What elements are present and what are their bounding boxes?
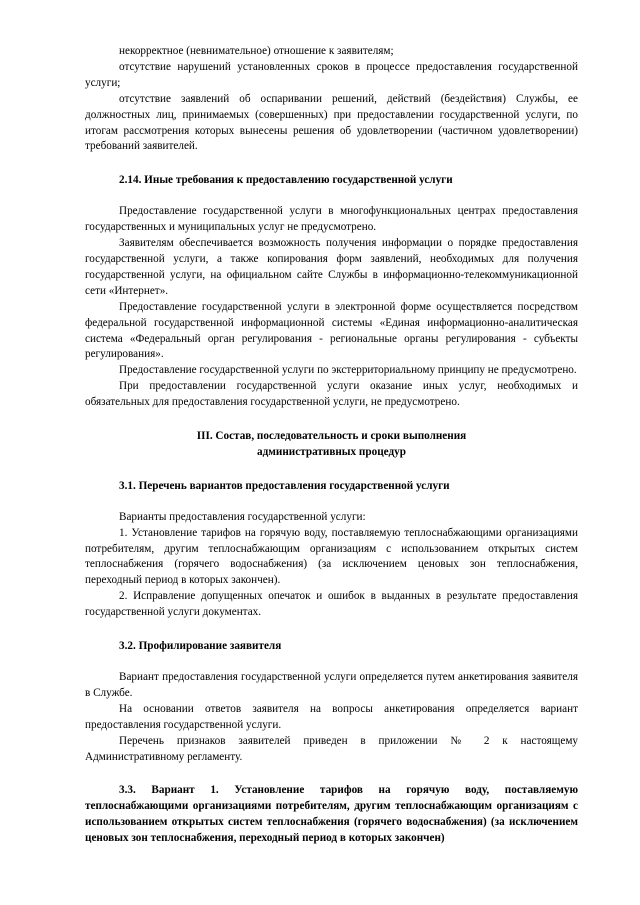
spacer	[85, 189, 578, 204]
paragraph: 2. Исправление допущенных опечаток и ошибок в выданных в результате предоставления государственной услуги документах.	[85, 590, 578, 619]
spacer	[85, 411, 578, 429]
paragraph: Варианты предоставления государственной услуги:	[119, 510, 366, 523]
section-heading-iii-line2: административных процедур	[257, 445, 406, 458]
section-heading-2-14: 2.14. Иные требования к предоставлению государственной услуги	[119, 174, 453, 187]
paragraph: Вариант предоставления государственной услуги определяется путем анкетирования заявителя в Службе.	[85, 671, 578, 699]
paragraph: Предоставление государственной услуги по экстерриториальному принципу не предусмотрено.	[119, 364, 577, 377]
paragraph: некорректное (невнимательное) отношение к заявителям;	[119, 45, 394, 57]
paragraph: Предоставление государственной услуги в электронной форме осуществляется посредством федеральной государственной информационной системы «Единая информационно-аналитическая система «Федеральный орган регулирования - региональные органы регулирования - субъекты регулирования».	[85, 300, 578, 361]
section-heading-3-1: 3.1. Перечень вариантов предоставления государственной услуги	[119, 479, 450, 492]
paragraph: На основании ответов заявителя на вопросы анкетирования определяется вариант предоставления государственной услуги.	[85, 702, 578, 731]
section-heading-3-2: 3.2. Профилирование заявителя	[119, 640, 282, 653]
section-heading-iii-line1: III. Состав, последовательность и сроки выполнения	[196, 430, 467, 443]
paragraph: отсутствие нарушений установленных сроков в процессе предоставления государственной услуги;	[85, 60, 578, 89]
spacer	[85, 655, 578, 670]
paragraph: отсутствие заявлений об оспаривании решений, действий (бездействия) Службы, ее должностных лиц, принимаемых (совершенных) при предоставлении государственной услуги, по итогам рассмотрения которых вынесены решения об удовлетворении (частичном удовлетворении) требований заявителей.	[85, 92, 578, 153]
spacer	[85, 155, 578, 173]
paragraph: 1. Установление тарифов на горячую воду, поставляемую теплоснабжающими организациями потребителям, другим теплоснабжающим организациям с использованием открытых систем теплоснабжения (горячего водоснабжения) (за исключением ценовых зон теплоснабжения, переходный период в которых закончен).	[85, 526, 578, 587]
paragraph: При предоставлении государственной услуги оказание иных услуг, необходимых и обязательных для предоставления государственной услуги, не предусмотрено.	[85, 380, 578, 409]
spacer	[85, 765, 578, 783]
paragraph: Заявителям обеспечивается возможность получения информации о порядке предоставления государственной услуги, а также копирования форм заявлений, необходимых для получения государственной услуги, на официальном сайте Службы в информационно-телекоммуникационной сети «Интернет».	[85, 237, 578, 297]
spacer	[85, 495, 578, 510]
spacer	[85, 621, 578, 639]
paragraph: Перечень признаков заявителей приведен в приложении № 2 к настоящему Административному регламенту.	[85, 734, 578, 763]
section-heading-3-3: 3.3. Вариант 1. Установление тарифов на горячую воду, поставляемую теплоснабжающими организациями потребителям, другим теплоснабжающим организациям с использованием открытых систем теплоснабжения (горячего водоснабжения) (за исключением ценовых зон теплоснабжения, переходный период в которых закончен)	[85, 784, 578, 845]
paragraph: Предоставление государственной услуги в многофункциональных центрах предоставления государственных и муниципальных услуг не предусмотрено.	[85, 205, 578, 234]
document-body	[85, 44, 578, 847]
spacer	[85, 461, 578, 479]
